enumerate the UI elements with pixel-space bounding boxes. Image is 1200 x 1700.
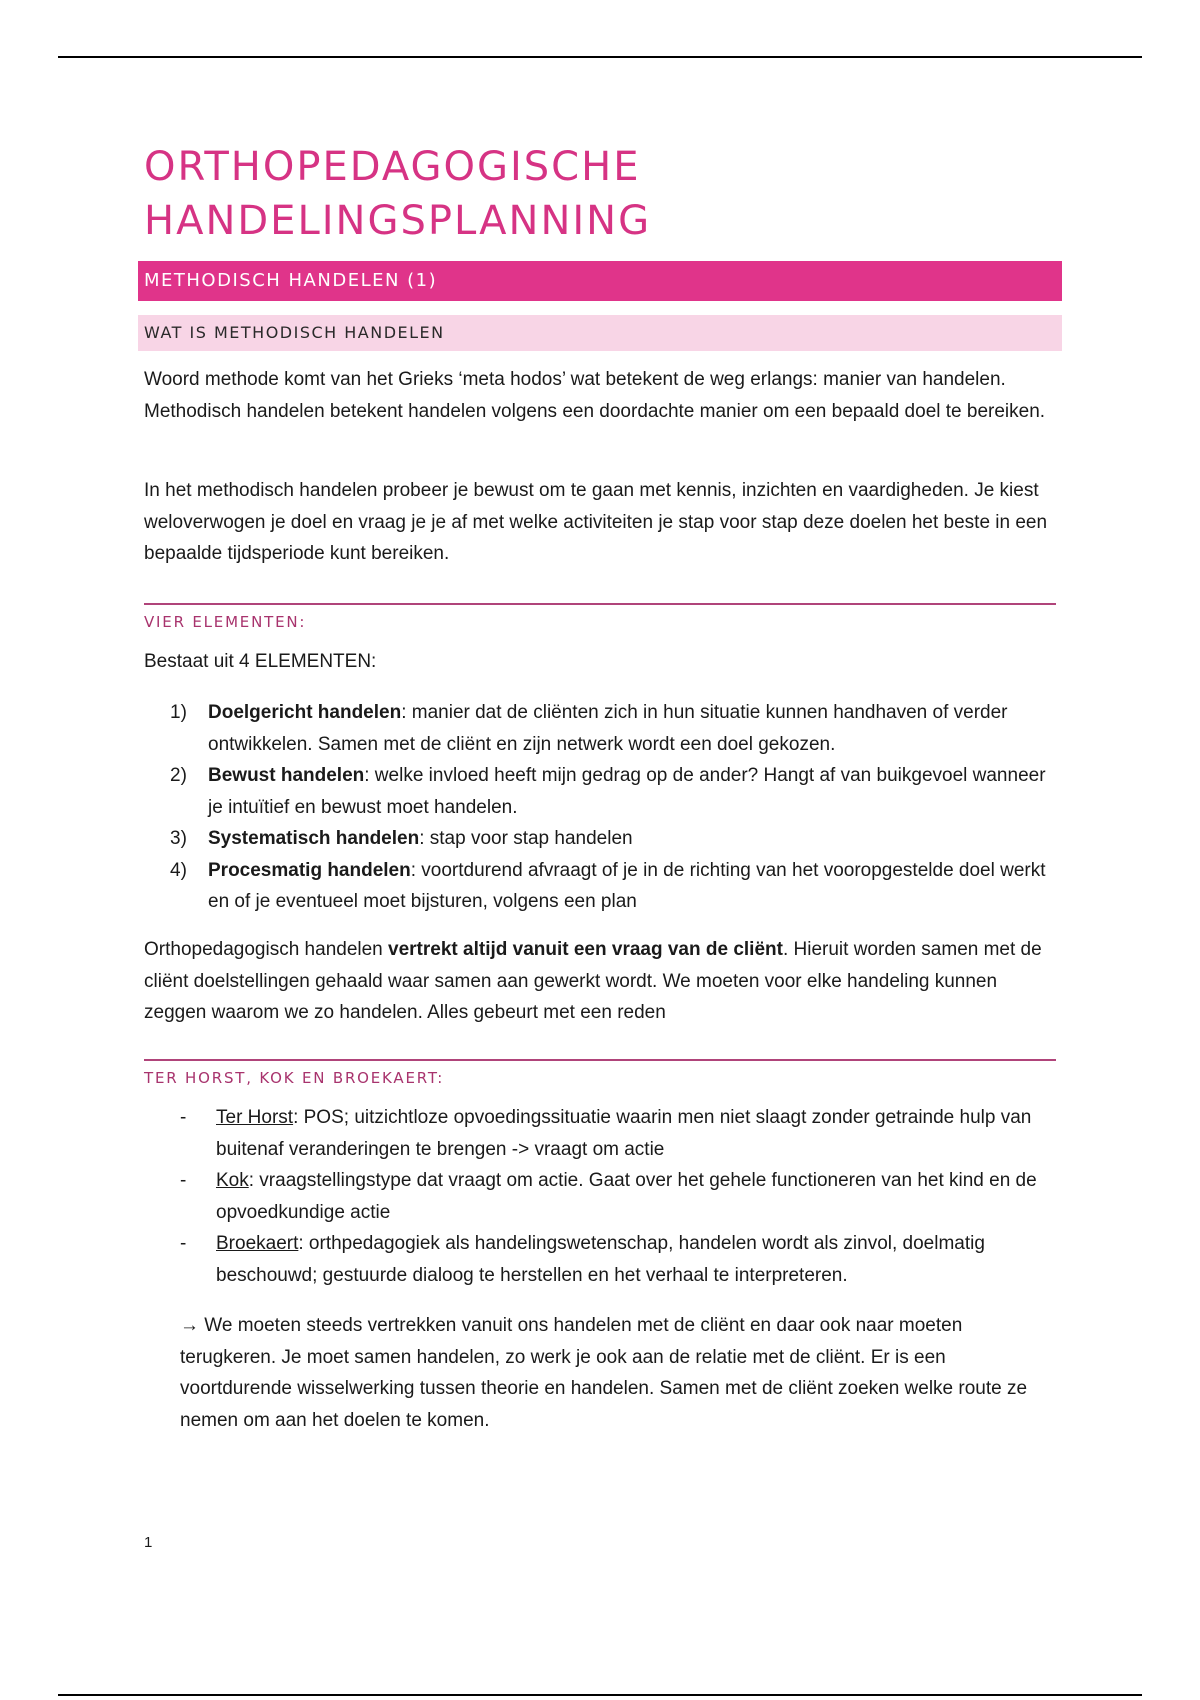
list-item <box>144 823 1062 855</box>
title-line-1: ORTHOPEDAGOGISCHE <box>144 144 641 190</box>
arrow-icon: → <box>180 1315 199 1336</box>
element-text: : welke invloed heeft mijn gedrag op de ander? Hangt af van buikgevoel wanneer je intuïtief en bewust moet handelen. <box>208 765 1046 818</box>
author-text: : orthpedagogiek als handelingswetenschap, handelen wordt als zinvol, doelmatig beschouwd; gestuurde dialoog te herstellen en het verhaal te interpreteren. <box>216 1233 985 1286</box>
header-rule <box>58 56 1142 58</box>
list-marker: 1) <box>170 702 187 723</box>
heading-vier-elementen: VIER ELEMENTEN: <box>144 603 1056 631</box>
list-marker: - <box>180 1107 187 1128</box>
element-term: Bewust handelen <box>208 765 365 786</box>
author-name: Broekaert <box>216 1233 299 1254</box>
para3-start: Orthopedagogisch handelen <box>144 939 389 960</box>
conclusion-text: We moeten steeds vertrekken vanuit ons handelen met de cliënt en daar ook naar moeten terugkeren. Je moet samen handelen, zo werk je ook aan de relatie met de cliënt. Er is een voortdurende wisselwerking tussen theorie en handelen. Samen met de cliënt zoeken welke route ze nemen om aan het doelen te komen. <box>180 1315 1028 1431</box>
list-marker: - <box>180 1170 187 1191</box>
subsection-heading-wat-is: WAT IS METHODISCH HANDELEN <box>138 315 1062 351</box>
list-marker: 3) <box>170 828 187 849</box>
document-title <box>144 140 1044 248</box>
list-item <box>144 1165 1062 1228</box>
list-marker: 2) <box>170 765 187 786</box>
element-text: : stap voor stap handelen <box>419 828 633 849</box>
author-text: : vraagstellingstype dat vraagt om actie. Gaat over het gehele functioneren van het kind en de opvoedkundige actie <box>216 1170 1037 1223</box>
element-term: Systematisch handelen <box>208 828 420 849</box>
list-item <box>144 760 1062 823</box>
author-name: Ter Horst <box>216 1107 294 1128</box>
element-text: : manier dat de cliënten zich in hun situatie kunnen handhaven of verder ontwikkelen. Samen met de cliënt en zijn netwerk wordt een doel gekozen. <box>208 702 1008 755</box>
elements-list <box>144 697 1062 918</box>
element-text: : voortdurend afvraagt of je in de richting van het vooropgestelde doel werkt en of je eventueel moet bijsturen, volgens een plan <box>208 859 1046 912</box>
para3-bold: vertrekt altijd vanuit een vraag van de cliënt <box>388 939 783 960</box>
list-item <box>144 1228 1062 1291</box>
list-marker: - <box>180 1233 187 1254</box>
authors-list <box>144 1102 1062 1291</box>
author-name: Kok <box>216 1170 249 1191</box>
heading-ter-horst-kok-broekaert: TER HORST, KOK EN BROEKAERT: <box>144 1059 1056 1087</box>
list-item <box>144 1102 1062 1165</box>
paragraph-methode: Woord methode komt van het Grieks ‘meta hodos’ wat betekent de weg erlangs: manier van handelen. Methodisch handelen betekent handelen volgens een doordachte manier om een bepaald doel te bereiken. <box>144 369 1046 422</box>
element-term: Doelgericht handelen <box>208 702 402 723</box>
paragraph-conclusion <box>180 1310 1040 1436</box>
list-item <box>144 855 1062 918</box>
section-heading-methodisch-handelen: METHODISCH HANDELEN (1) <box>138 261 1062 301</box>
paragraph-methodisch: In het methodisch handelen probeer je bewust om te gaan met kennis, inzichten en vaardigheden. Je kiest weloverwogen je doel en vraag je je af met welke activiteiten je stap voor stap deze doelen het beste in een bepaalde tijdsperiode kunt bereiken. <box>144 480 1048 564</box>
list-item <box>144 697 1062 760</box>
footer-rule <box>58 1694 1142 1696</box>
page-number: 1 <box>144 1534 153 1551</box>
para3-end: . Hieruit worden samen met de cliënt doelstellingen gehaald waar samen aan gewerkt wordt. We moeten voor elke handeling kunnen zeggen waarom we zo handelen. Alles gebeurt met een reden <box>144 939 1042 1023</box>
paragraph-elements-intro: Bestaat uit 4 ELEMENTEN: <box>144 651 377 672</box>
author-text: : POS; uitzichtloze opvoedingssituatie waarin men niet slaagt zonder getrainde hulp van buitenaf veranderingen te brengen -> vraagt om actie <box>216 1107 1032 1160</box>
element-term: Procesmatig handelen <box>208 859 411 881</box>
paragraph-orthopedagogisch <box>144 934 1062 1029</box>
list-marker: 4) <box>170 859 187 881</box>
title-line-2: HANDELINGSPLANNING <box>144 198 652 244</box>
